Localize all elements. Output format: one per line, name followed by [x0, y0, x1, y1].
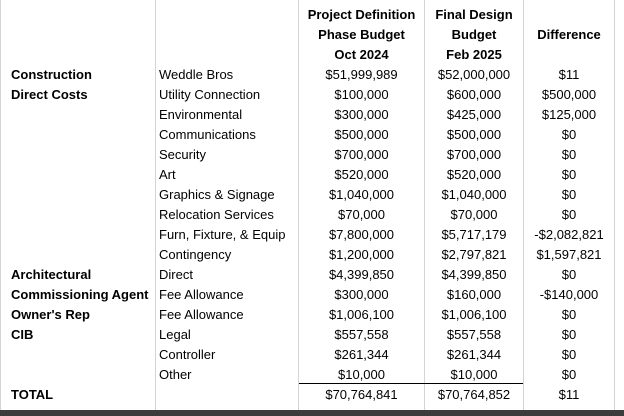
row-final-design-budget: $70,000: [450, 207, 498, 222]
row-item-label: Security: [159, 147, 206, 162]
window-bottom-edge: [0, 410, 624, 416]
row-difference: $125,000: [541, 107, 597, 122]
row-group-label: [11, 185, 154, 205]
row-group-label: [11, 225, 154, 245]
row-project-definition-budget: $51,999,989: [325, 67, 398, 82]
row-item-label: Graphics & Signage: [159, 187, 275, 202]
row-project-definition-budget: $1,040,000: [328, 187, 395, 202]
row-group-label: Direct Costs: [11, 87, 88, 102]
row-difference: -$2,082,821: [534, 227, 604, 242]
row-difference: $0: [561, 347, 577, 362]
row-project-definition-budget: $300,000: [334, 107, 389, 122]
grid-line: [614, 0, 615, 410]
row-final-design-budget: $2,797,821: [441, 247, 507, 262]
row-difference: -$140,000: [539, 287, 599, 302]
row-project-definition-budget: $1,200,000: [328, 247, 395, 262]
row-group-label: Construction: [11, 67, 92, 82]
row-difference: $1,597,821: [536, 247, 602, 262]
row-difference: $0: [561, 187, 577, 202]
row-project-definition-budget: $7,800,000: [328, 227, 395, 242]
header-final-design-line3: Feb 2025: [446, 47, 502, 62]
row-item-label: Direct: [159, 267, 193, 282]
grid-line: [0, 0, 1, 410]
row-difference: $0: [561, 327, 577, 342]
row-item-label: Controller: [159, 347, 216, 362]
row-item-label: Communications: [159, 127, 256, 142]
header-final-design-line2: Budget: [451, 27, 497, 42]
row-difference: $0: [561, 167, 577, 182]
row-group-label: Architectural: [11, 267, 92, 282]
row-group-label: [11, 245, 154, 265]
row-project-definition-budget: $557,558: [334, 327, 389, 342]
row-group-label: [11, 345, 154, 365]
row-project-definition-budget: $300,000: [334, 287, 389, 302]
row-group-label: [11, 125, 154, 145]
row-difference: $11: [558, 67, 580, 82]
row-group-label: [11, 365, 154, 385]
total-project-definition: $70,764,841: [325, 387, 398, 402]
row-item-label: Contingency: [159, 247, 232, 262]
row-final-design-budget: $1,040,000: [441, 187, 507, 202]
row-final-design-budget: $4,399,850: [441, 267, 507, 282]
row-project-definition-budget: $261,344: [334, 347, 389, 362]
total-difference: $11: [558, 387, 580, 402]
row-item-label: Legal: [159, 327, 191, 342]
row-project-definition-budget: $520,000: [334, 167, 389, 182]
row-difference: $0: [561, 147, 577, 162]
row-item-label: Other: [159, 367, 192, 382]
row-final-design-budget: $600,000: [446, 87, 502, 102]
header-project-definition-line3: Oct 2024: [334, 47, 389, 62]
row-item-label: Fee Allowance: [159, 307, 244, 322]
row-item-label: Weddle Bros: [159, 67, 234, 82]
row-item-label: Art: [159, 167, 176, 182]
row-final-design-budget: $52,000,000: [437, 67, 511, 82]
row-final-design-budget: $520,000: [446, 167, 502, 182]
header-project-definition-line1: Project Definition: [307, 7, 416, 22]
row-final-design-budget: $160,000: [446, 287, 502, 302]
row-group-label: [11, 105, 154, 125]
row-final-design-budget: $1,006,100: [441, 307, 507, 322]
row-difference: $500,000: [541, 87, 597, 102]
row-project-definition-budget: $10,000: [338, 367, 385, 382]
row-final-design-budget: $700,000: [446, 147, 502, 162]
row-item-label: Furn, Fixture, & Equip: [159, 227, 286, 242]
row-final-design-budget: $557,558: [446, 327, 502, 342]
total-rule: [299, 383, 523, 384]
row-final-design-budget: $5,717,179: [441, 227, 507, 242]
header-project-definition-line2: Phase Budget: [318, 27, 405, 42]
row-project-definition-budget: $1,006,100: [328, 307, 395, 322]
row-item-label: Environmental: [159, 107, 243, 122]
header-difference: Difference: [537, 27, 601, 42]
row-project-definition-budget: $70,000: [338, 207, 385, 222]
row-difference: $0: [561, 267, 577, 282]
row-final-design-budget: $10,000: [450, 367, 498, 382]
row-project-definition-budget: $500,000: [334, 127, 389, 142]
row-group-label: Owner's Rep: [11, 307, 90, 322]
total-label: TOTAL: [11, 387, 54, 402]
total-final-design: $70,764,852: [437, 387, 511, 402]
row-difference: $0: [561, 367, 577, 382]
header-final-design-line1: Final Design: [435, 7, 513, 22]
row-final-design-budget: $500,000: [446, 127, 502, 142]
row-project-definition-budget: $4,399,850: [328, 267, 395, 282]
row-group-label: [11, 145, 154, 165]
row-difference: $0: [561, 207, 577, 222]
row-project-definition-budget: $700,000: [334, 147, 389, 162]
row-item-label: Fee Allowance: [159, 287, 244, 302]
row-item-label: Relocation Services: [159, 207, 274, 222]
grid-line: [155, 0, 156, 410]
row-group-label: CIB: [11, 327, 34, 342]
row-difference: $0: [561, 307, 577, 322]
row-final-design-budget: $425,000: [446, 107, 502, 122]
row-final-design-budget: $261,344: [446, 347, 502, 362]
row-group-label: [11, 165, 154, 185]
row-group-label: Commissioning Agent: [11, 287, 149, 302]
row-group-label: [11, 205, 154, 225]
row-difference: $0: [561, 127, 577, 142]
row-item-label: Utility Connection: [159, 87, 261, 102]
row-project-definition-budget: $100,000: [334, 87, 389, 102]
